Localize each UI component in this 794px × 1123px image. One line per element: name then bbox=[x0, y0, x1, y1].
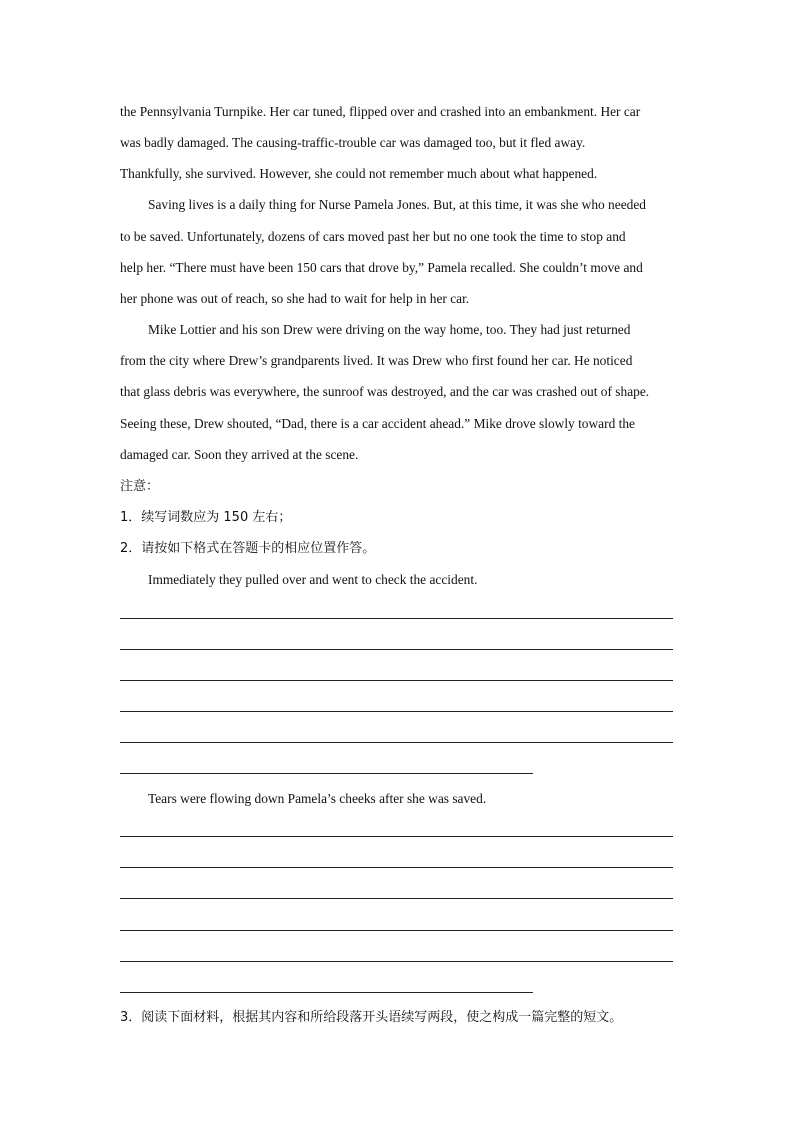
story-p2-line-1: Saving lives is a daily thing for Nurse Pamela Jones. But, at this time, it was she who needed bbox=[148, 197, 646, 212]
answer-line[interactable] bbox=[120, 867, 673, 868]
question-3-instruction: 3．阅读下面材料，根据其内容和所给段落开头语续写两段，使之构成一篇完整的短文。 bbox=[120, 1010, 623, 1025]
answer-line[interactable] bbox=[120, 649, 673, 650]
answer-line[interactable] bbox=[120, 711, 673, 712]
story-p1-line-1: the Pennsylvania Turnpike. Her car tuned, flipped over and crashed into an embankment. Her car bbox=[120, 104, 641, 119]
story-p2-line-4: her phone was out of reach, so she had to wait for help in her car. bbox=[120, 291, 470, 306]
answer-line[interactable] bbox=[120, 773, 533, 774]
answer-line[interactable] bbox=[120, 930, 673, 931]
story-p3-line-1: Mike Lottier and his son Drew were driving on the way home, too. They had just returned bbox=[148, 322, 631, 337]
story-p2-line-3: help her. “There must have been 150 cars that drove by,” Pamela recalled. She couldn’t move and bbox=[120, 260, 643, 275]
answer-line[interactable] bbox=[120, 898, 673, 899]
notes-item-1: 1．续写词数应为 150 左右； bbox=[120, 510, 292, 525]
notes-heading: 注意： bbox=[120, 479, 160, 494]
story-p3-line-2: from the city where Drew’s grandparents lived. It was Drew who first found her car. He noticed bbox=[120, 353, 633, 368]
story-p2-line-2: to be saved. Unfortunately, dozens of cars moved past her but no one took the time to stop and bbox=[120, 229, 626, 244]
paragraph-1-opening: Immediately they pulled over and went to check the accident. bbox=[148, 572, 478, 587]
answer-line[interactable] bbox=[120, 742, 673, 743]
story-p3-line-5: damaged car. Soon they arrived at the scene. bbox=[120, 447, 359, 462]
story-p3-line-4: Seeing these, Drew shouted, “Dad, there is a car accident ahead.” Mike drove slowly toward the bbox=[120, 416, 635, 431]
answer-line[interactable] bbox=[120, 618, 673, 619]
answer-line[interactable] bbox=[120, 836, 673, 837]
story-p3-line-3: that glass debris was everywhere, the sunroof was destroyed, and the car was crashed out of shape. bbox=[120, 384, 650, 399]
answer-line[interactable] bbox=[120, 680, 673, 681]
answer-line[interactable] bbox=[120, 992, 533, 993]
answer-line[interactable] bbox=[120, 961, 673, 962]
paragraph-2-opening: Tears were flowing down Pamela’s cheeks after she was saved. bbox=[148, 791, 487, 806]
story-p1-line-3: Thankfully, she survived. However, she could not remember much about what happened. bbox=[120, 166, 598, 181]
story-p1-line-2: was badly damaged. The causing-traffic-trouble car was damaged too, but it fled away. bbox=[120, 135, 586, 150]
notes-item-2: 2．请按如下格式在答题卡的相应位置作答。 bbox=[120, 541, 376, 556]
